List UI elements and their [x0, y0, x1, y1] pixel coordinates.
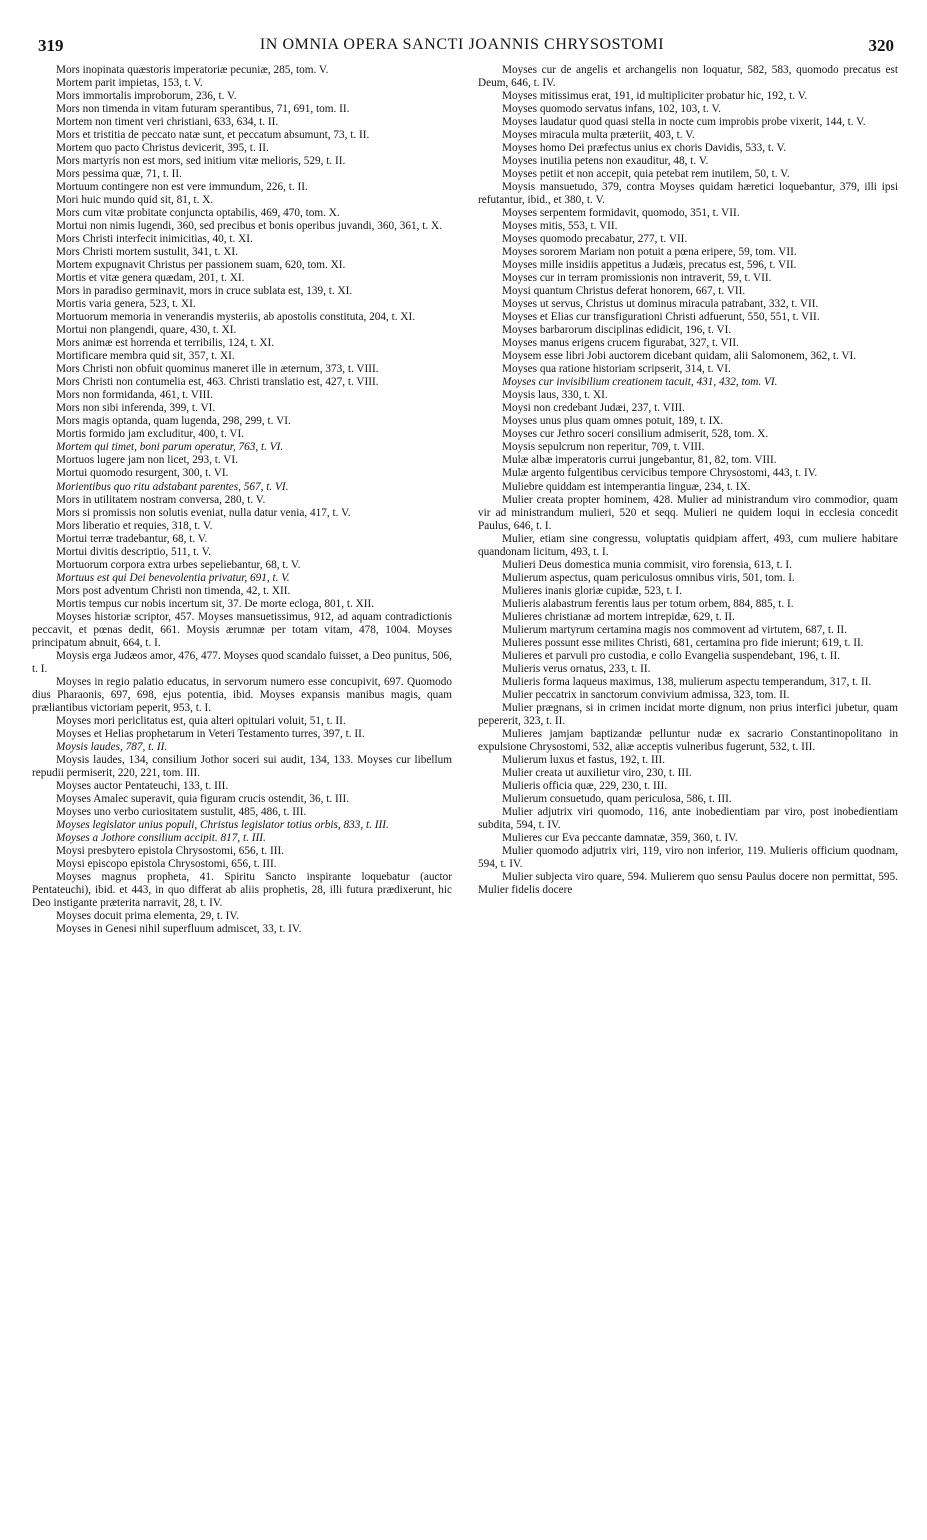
index-entry: Mors animæ est horrenda et terribilis, 124, t. XI.	[56, 337, 275, 350]
index-column-left	[32, 64, 452, 936]
index-entry: Moysi non credebant Judæi, 237, t. VIII.	[502, 402, 685, 415]
index-entry: Mors liberatio et requies, 318, t. V.	[56, 519, 213, 532]
index-entry: Mortuos lugere jam non licet, 293, t. VI.	[56, 454, 238, 467]
index-entry: Mulæ albæ imperatoris currui jungebantur, 81, 82, tom. VIII.	[502, 454, 777, 467]
index-entry: Mors non formidanda, 461, t. VIII.	[56, 389, 213, 402]
index-entry: Mulieris forma laqueus maximus, 138, mulierum aspectu temperandum, 317, t. II.	[502, 675, 872, 688]
index-entry: Mulieres jamjam baptizandæ pelluntur nudæ ex sacrario Constantinopolitano in expulsione Chrysostomi, 532, aliæ acceptis vulneribus fugerunt, 532, t. III.	[478, 727, 898, 753]
index-entry: Moyses magnus propheta, 41. Spiritu Sancto inspirante loquebatur (auctor Pentateuchi), ibid. et 443, in quo differat ab aliis prophetis, 28, illi futura prædixerunt, hic Deo instigante præterita narravit, 28, t. IV.	[32, 870, 452, 909]
index-entry: Mulier peccatrix in sanctorum convivium admissa, 323, tom. II.	[502, 688, 790, 701]
running-title: IN OMNIA OPERA SANCTI JOANNIS CHRYSOSTOMI	[259, 36, 665, 53]
index-entry: Mortis varia genera, 523, t. XI.	[56, 298, 196, 311]
index-entry: Moyses quomodo servatus infans, 102, 103, t. V.	[502, 103, 721, 116]
index-entry: Moyses legislator unius populi, Christus legislator totius orbis, 833, t. III.	[56, 818, 389, 831]
index-entry: Mortem non timent veri christiani, 633, 634, t. II.	[56, 116, 279, 129]
index-entry: Moysi quantum Christus deferat honorem, 667, t. VII.	[502, 285, 746, 298]
index-entry: Moysis mansuetudo, 379, contra Moyses quidam hæretici loquebantur, 379, illi ipsi refutantur, ibid., et 380, t. V.	[478, 181, 898, 207]
index-entry: Moyses et Helias prophetarum in Veteri Testamento turres, 397, t. II.	[56, 727, 365, 740]
index-entry: Muliebre quiddam est intemperantia linguæ, 234, t. IX.	[502, 480, 751, 493]
index-entry: Moyses mille insidiis appetitus a Judæis, precatus est, 596, t. VII.	[502, 259, 797, 272]
index-entry: Mulier adjutrix viri quomodo, 116, ante inobedientiam par viro, post inobedientiam subdita, 594, t. IV.	[478, 805, 898, 831]
index-entry: Moyses historiæ scriptor, 457. Moyses mansuetissimus, 912, ad aquam contradictionis peccavit, et pœnas dedit, 661. Moysis ærumnæ per totam vitam, 478, 1004. Moyses principatum abnuit, 664, t. I.	[32, 610, 452, 649]
index-entry: Moyses mitis, 553, t. VII.	[502, 220, 618, 233]
index-entry: Moyses sororem Mariam non potuit a pœna eripere, 59, tom. VII.	[502, 246, 797, 259]
index-entry: Mortui quomodo resurgent, 300, t. VI.	[56, 467, 229, 480]
index-entry: Moysis laudes, 787, t. II.	[56, 740, 168, 753]
index-entry: Moyses laudatur quod quasi stella in nocte cum improbis probe vixerit, 144, t. V.	[502, 116, 866, 129]
index-entry: Moyses homo Dei præfectus unius ex choris Davidis, 533, t. V.	[502, 142, 786, 155]
index-entry: Moyses serpentem formidavit, quomodo, 351, t. VII.	[502, 207, 740, 220]
index-entry: Moysis laudes, 134, consilium Jothor soceri sui audit, 134, 133. Moyses cur libellum repudii permiserit, 220, 221, tom. III.	[32, 753, 452, 779]
index-entry: Moyses et Elias cur transfigurationi Christi adfuerunt, 550, 551, t. VII.	[502, 311, 820, 324]
index-entry: Mulieres christianæ ad mortem intrepidæ, 629, t. II.	[502, 610, 735, 623]
index-entry: Moyses qua ratione historiam scripserit, 314, t. VI.	[502, 363, 731, 376]
index-entry: Mors Christi interfecit inimicitias, 40, t. XI.	[56, 233, 253, 246]
page-number-right: 320	[868, 36, 894, 55]
index-entry: Mors in utilitatem nostram conversa, 280, t. V.	[56, 493, 266, 506]
index-entry: Mors magis optanda, quam lugenda, 298, 299, t. VI.	[56, 415, 291, 428]
index-entry: Mortui non plangendi, quare, 430, t. XI.	[56, 324, 237, 337]
index-entry: Moysis laus, 330, t. XI.	[502, 389, 608, 402]
index-entry: Moyses a Jothore consilium accipit. 817, t. III.	[56, 831, 266, 844]
index-entry: Moyses barbarorum disciplinas edidicit, 196, t. VI.	[502, 324, 732, 337]
page-header	[30, 36, 894, 58]
index-entry: Mortis formido jam excluditur, 400, t. VI.	[56, 428, 245, 441]
index-entry: Mulier subjecta viro quare, 594. Mulierem quo sensu Paulus docere non permittat, 595. Mulier fidelis docere	[478, 870, 898, 896]
index-entry: Mortificare membra quid sit, 357, t. XI.	[56, 350, 235, 363]
index-entry: Mulieri Deus domestica munia commisit, viro forensia, 613, t. I.	[502, 558, 792, 571]
index-entry: Mortuorum corpora extra urbes sepeliebantur, 68, t. V.	[56, 558, 301, 571]
index-entry: Mortem parit impietas, 153, t. V.	[56, 77, 203, 90]
index-entry: Mortis et vitæ genera quædam, 201, t. XI.	[56, 272, 245, 285]
page-number-left: 319	[38, 36, 64, 55]
index-entry: Mulieris verus ornatus, 233, t. II.	[502, 662, 651, 675]
index-entry: Morientibus quo ritu adstabant parentes, 567, t. VI.	[56, 480, 289, 493]
index-entry: Mulier prægnans, si in crimen incidat morte dignum, non prius interfici jubetur, quam pepererit, 323, t. II.	[478, 701, 898, 727]
index-entry: Moysem esse libri Jobi auctorem dicebant quidam, alii Salomonem, 362, t. VI.	[502, 350, 857, 363]
index-entry: Moyses manus erigens crucem figurabat, 327, t. VII.	[502, 337, 739, 350]
index-entry: Mors post adventum Christi non timenda, 42, t. XII.	[56, 584, 291, 597]
index-entry: Moyses quomodo precabatur, 277, t. VII.	[502, 233, 688, 246]
index-entry: Mors Christi non contumelia est, 463. Christi translatio est, 427, t. VIII.	[56, 376, 379, 389]
index-entry: Mulieris officia quæ, 229, 230, t. III.	[502, 779, 668, 792]
index-entry: Mulieris alabastrum ferentis laus per totum orbem, 884, 885, t. I.	[502, 597, 794, 610]
index-entry: Moyses cur invisibilium creationem tacuit, 431, 432, tom. VI.	[502, 376, 778, 389]
index-entry: Mortui non nimis lugendi, 360, sed precibus et bonis operibus juvandi, 360, 361, t. X.	[56, 220, 442, 233]
index-entry: Mortuorum memoria in venerandis mysteriis, ab apostolis constituta, 204, t. XI.	[56, 311, 416, 324]
index-entry: Mors cum vitæ probitate conjuncta optabilis, 469, 470, tom. X.	[56, 207, 340, 220]
index-entry: Mulæ argento fulgentibus cervicibus tempore Chrysostomi, 443, t. IV.	[502, 467, 818, 480]
index-entry: Moyses mori periclitatus est, quia alteri opitulari voluit, 51, t. II.	[56, 714, 346, 727]
index-entry: Moyses ut servus, Christus ut dominus miracula patrabant, 332, t. VII.	[502, 298, 819, 311]
index-column-right	[478, 64, 898, 897]
index-entry: Moyses cur Jethro soceri consilium admiserit, 528, tom. X.	[502, 428, 769, 441]
index-entry: Mors et tristitia de peccato natæ sunt, et peccatum absumunt, 73, t. II.	[56, 129, 370, 142]
index-entry: Mulieres et parvuli pro custodia, e collo Evangelia suspendebant, 196, t. II.	[502, 649, 841, 662]
index-entry: Moysis sepulcrum non reperitur, 709, t. VIII.	[502, 441, 705, 454]
index-entry: Moyses auctor Pentateuchi, 133, t. III.	[56, 779, 229, 792]
index-entry: Mori huic mundo quid sit, 81, t. X.	[56, 194, 214, 207]
index-entry: Moyses in Genesi nihil superfluum admiscet, 33, t. IV.	[56, 923, 302, 936]
index-entry: Mortuus est qui Dei benevolentia privatur, 691, t. V.	[56, 571, 290, 584]
index-entry: Moysi episcopo epistola Chrysostomi, 656, t. III.	[56, 857, 277, 870]
index-entry: Mors immortalis improborum, 236, t. V.	[56, 90, 237, 103]
index-entry: Moyses mitissimus erat, 191, id multipliciter probatur hic, 192, t. V.	[502, 90, 808, 103]
index-entry: Mulieres inanis gloriæ cupidæ, 523, t. I.	[502, 584, 682, 597]
index-entry: Mortis tempus cur nobis incertum sit, 37. De morte ecloga, 801, t. XII.	[56, 597, 375, 610]
index-entry: Moyses petiit et non accepit, quia petebat rem inutilem, 50, t. V.	[502, 168, 790, 181]
index-entry: Mulierum luxus et fastus, 192, t. III.	[502, 753, 666, 766]
index-entry: Mulierum consuetudo, quam periculosa, 586, t. III.	[502, 792, 732, 805]
index-entry: Mors Christi non obfuit quominus maneret ille in æternum, 373, t. VIII.	[56, 363, 379, 376]
index-entry: Mulier creata propter hominem, 428. Mulier ad ministrandum viro commodior, quam vir ad ministrandum mulieri, 520 et seqq. Mulieri ne quidem loqui in ecclesia concedit Paulus, 646, t. I.	[478, 493, 898, 532]
index-entry: Mors non timenda in vitam futuram sperantibus, 71, 691, tom. II.	[56, 103, 350, 116]
index-entry: Mortuum contingere non est vere immundum, 226, t. II.	[56, 181, 308, 194]
index-entry: Mortem expugnavit Christus per passionem suam, 620, tom. XI.	[56, 259, 346, 272]
index-entry: Mors non sibi inferenda, 399, t. VI.	[56, 402, 216, 415]
index-entry: Mors inopinata quæstoris imperatoriæ pecuniæ, 285, tom. V.	[56, 64, 329, 76]
index-entry: Moysi presbytero epistola Chrysostomi, 656, t. III.	[56, 844, 285, 857]
index-entry: Mulier creata ut auxilietur viro, 230, t. III.	[502, 766, 692, 779]
index-entry: Mors Christi mortem sustulit, 341, t. XI.	[56, 246, 238, 259]
index-entry: Mors martyris non est mors, sed initium vitæ melioris, 529, t. II.	[56, 155, 346, 168]
index-entry: Moyses inutilia petens non exauditur, 48, t. V.	[502, 155, 709, 168]
index-entry: Moyses cur in terram promissionis non intraverit, 59, t. VII.	[502, 272, 772, 285]
index-entry: Mulierum martyrum certamina magis nos commovent ad virtutem, 687, t. II.	[502, 623, 847, 636]
index-entry: Moyses unus plus quam omnes potuit, 189, t. IX.	[502, 415, 724, 428]
index-entry: Mortui terræ tradebantur, 68, t. V.	[56, 532, 208, 545]
index-entry: Mulier quomodo adjutrix viri, 119, viro non inferior, 119. Mulieris officium quodnam, 594, t. IV.	[478, 844, 898, 870]
index-entry: Mors si promissis non solutis eveniat, nulla datur venia, 417, t. V.	[56, 506, 351, 519]
index-entry: Moyses in regio palatio educatus, in servorum numero esse concupivit, 697. Quomodo dius Pharaonis, 697, 698, ejus potentia, ibid. Moyses expansis manibus magis, quam præliantibus victoriam peperit, 953, t. I.	[32, 675, 452, 714]
index-entry: Mors pessima quæ, 71, t. II.	[56, 168, 182, 181]
index-entry: Mortui divitis descriptio, 511, t. V.	[56, 545, 212, 558]
index-entry: Mulieres possunt esse milites Christi, 681, certamina pro fide inierunt; 619, t. II.	[502, 636, 864, 649]
index-entry: Mortem quo pacto Christus devicerit, 395, t. II.	[56, 142, 269, 155]
index-entry: Moysis erga Judæos amor, 476, 477. Moyses quod scandalo fuisset, a Deo punitus, 506, t. I.	[32, 649, 452, 675]
index-entry: Moyses miracula multa præteriit, 403, t. V.	[502, 129, 695, 142]
index-entry: Moyses uno verbo curiositatem sustulit, 485, 486, t. III.	[56, 805, 307, 818]
index-entry: Mortem qui timet, boni parum operatur, 763, t. VI.	[56, 441, 284, 454]
index-entry: Mulierum aspectus, quam periculosus omnibus viris, 501, tom. I.	[502, 571, 795, 584]
index-entry: Mulier, etiam sine congressu, voluptatis quidpiam affert, 493, cum muliere habitare quandonam licitum, 493, t. I.	[478, 532, 898, 558]
index-entry: Moyses docuit prima elementa, 29, t. IV.	[56, 910, 239, 923]
index-entry: Mors in paradiso germinavit, mors in cruce sublata est, 139, t. XI.	[56, 285, 353, 298]
index-entry: Moyses cur de angelis et archangelis non loquatur, 582, 583, quomodo precatus est Deum, 646, t. IV.	[478, 64, 898, 90]
index-entry: Mulieres cur Eva peccante damnatæ, 359, 360, t. IV.	[502, 831, 738, 844]
index-entry: Moyses Amalec superavit, quia figuram crucis ostendit, 36, t. III.	[56, 792, 350, 805]
